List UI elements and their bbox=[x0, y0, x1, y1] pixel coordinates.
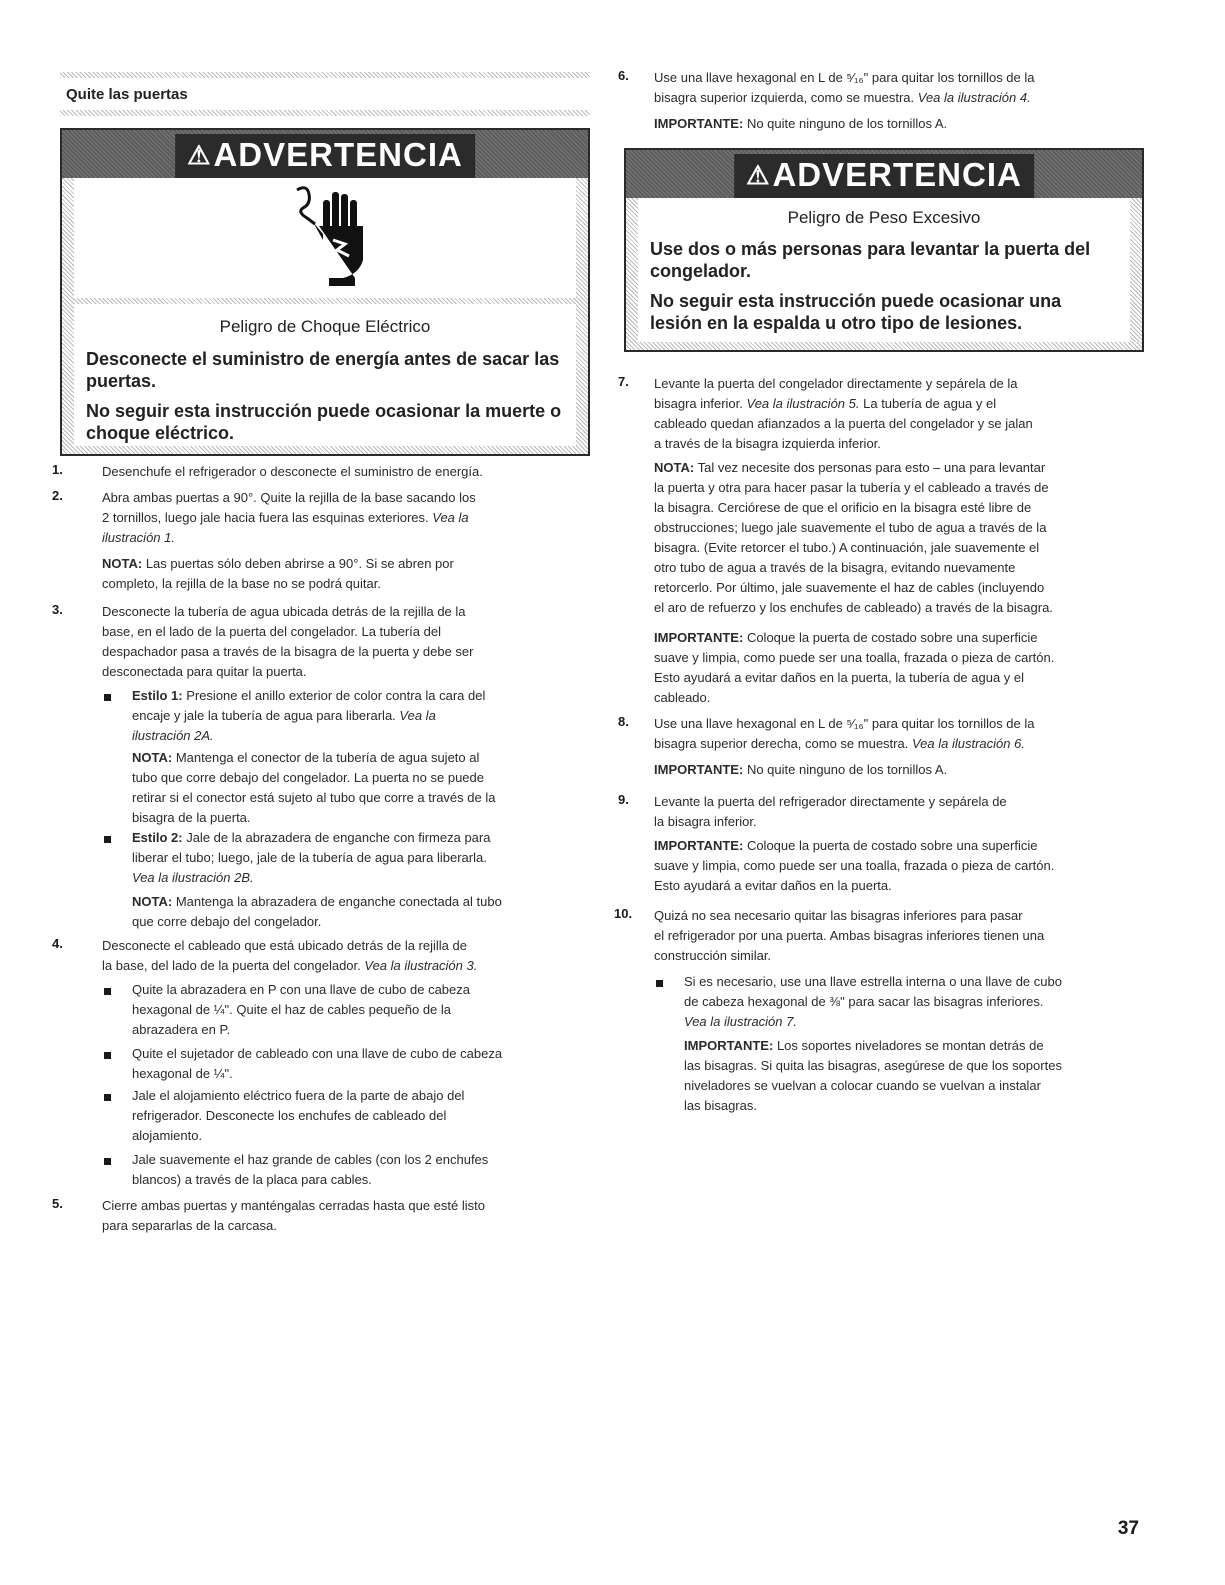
step-8-line: Use una llave hexagonal en L de ⁵⁄₁₆" para quitar los tornillos de la bbox=[654, 716, 1035, 731]
note-text: retirar si el conector está sujeto al tubo que corre a través de la bbox=[132, 790, 496, 805]
bullet-icon bbox=[104, 1052, 111, 1059]
step-2-number: 2. bbox=[52, 488, 63, 503]
important-label: IMPORTANTE: bbox=[684, 1038, 774, 1053]
illustration-reference: Vea la ilustración 5. bbox=[746, 396, 860, 411]
illustration-reference: Vea la bbox=[399, 708, 436, 723]
step-2-line bbox=[102, 508, 592, 528]
step-3-line: desconectada para quitar la puerta. bbox=[102, 664, 307, 679]
note-label: NOTA: bbox=[102, 556, 143, 571]
step-10-line: construcción similar. bbox=[654, 948, 772, 963]
note-text: la bisagra. Cerciórese de que el orificio en la bisagra esté libre de bbox=[654, 500, 1032, 515]
step-9-number: 9. bbox=[618, 792, 629, 807]
note-label: NOTA: bbox=[132, 894, 173, 909]
page-number: 37 bbox=[1117, 1518, 1139, 1539]
step-7-line: cableado quedan afianzados a la puerta del congelador y se jalan bbox=[654, 416, 1033, 431]
step-2-line: Abra ambas puertas a 90°. Quite la rejilla de la base sacando los bbox=[102, 490, 476, 505]
illustration-reference: Vea la bbox=[432, 510, 469, 525]
illustration-reference: Vea la ilustración 3. bbox=[364, 958, 478, 973]
step-6-number: 6. bbox=[618, 68, 629, 83]
warning-consequence: No seguir esta instrucción puede ocasionar una lesión en la espalda u otro tipo de lesiones. bbox=[650, 291, 1062, 333]
important-text: Coloque la puerta de costado sobre una superficie bbox=[746, 838, 1038, 853]
style-text: encaje y jale la tubería de agua para liberarla. bbox=[132, 708, 396, 723]
warning-triangle-icon: ⚠ bbox=[746, 160, 771, 190]
note-text: la puerta y otra para hacer pasar la tubería y el cableado a través de bbox=[654, 480, 1049, 495]
bullet-text: de cabeza hexagonal de ⅜" para sacar las bisagras inferiores. bbox=[684, 994, 1044, 1009]
important-label: IMPORTANTE: bbox=[654, 762, 744, 777]
step-9-text bbox=[654, 792, 1154, 832]
bullet-text: blancos) a través de la placa para cables. bbox=[132, 1172, 372, 1187]
note-text: retorcerlo. Por último, jale suavemente el haz de cables (incluyendo bbox=[654, 580, 1045, 595]
important-text: las bisagras. Si quita las bisagras, asegúrese de que los soportes bbox=[684, 1058, 1062, 1073]
step-8-line-text: bisagra superior derecha, como se muestra. bbox=[654, 736, 909, 751]
bullet-text: Quite el sujetador de cableado con una llave de cubo de cabeza bbox=[132, 1046, 503, 1061]
illustration-reference: Vea la ilustración 4. bbox=[917, 90, 1031, 105]
bullet-icon bbox=[104, 1094, 111, 1101]
warning-instruction: Desconecte el suministro de energía antes de sacar las puertas. bbox=[86, 349, 560, 391]
step-5-number: 5. bbox=[52, 1196, 63, 1211]
step-3-line: base, en el lado de la puerta del congelador. La tubería del bbox=[102, 624, 441, 639]
bullet-text: abrazadera en P. bbox=[132, 1022, 231, 1037]
important-text: las bisagras. bbox=[684, 1098, 757, 1113]
step-4-bullet-4 bbox=[132, 1150, 602, 1190]
step-8-text bbox=[654, 714, 1154, 754]
step-7-line-text: La tubería de agua y el bbox=[863, 396, 997, 411]
step-10-text bbox=[654, 906, 1164, 966]
step-1-text: Desenchufe el refrigerador o desconecte el suministro de energía. bbox=[102, 464, 483, 479]
note-text: tubo que corre debajo del congelador. La puerta no se puede bbox=[132, 770, 484, 785]
step-3-style-1-note bbox=[132, 748, 602, 828]
warning-consequence: No seguir esta instrucción puede ocasionar la muerte o choque eléctrico. bbox=[86, 401, 562, 443]
important-label: IMPORTANTE: bbox=[654, 630, 744, 645]
note-text: otro tubo de agua a través de la bisagra, evitando nuevamente bbox=[654, 560, 1016, 575]
note-label: NOTA: bbox=[132, 750, 173, 765]
step-3-style-2 bbox=[132, 828, 602, 888]
shock-icon-area bbox=[74, 178, 576, 298]
note-text: bisagra de la puerta. bbox=[132, 810, 251, 825]
warning-hatch-right bbox=[576, 178, 588, 454]
step-9-line: la bisagra inferior. bbox=[654, 814, 757, 829]
step-6-line: Use una llave hexagonal en L de ⁵⁄₁₆" para quitar los tornillos de la bbox=[654, 70, 1035, 85]
note-text: Tal vez necesite dos personas para esto – una para levantar bbox=[697, 460, 1046, 475]
note-text: Las puertas sólo deben abrirse a 90°. Si se abren por bbox=[145, 556, 454, 571]
step-3-text bbox=[102, 602, 592, 682]
warning-hatch-left bbox=[62, 178, 74, 454]
style-label: Estilo 1: bbox=[132, 688, 183, 703]
important-text: suave y limpia, como puede ser una toalla, frazada o pieza de cartón. bbox=[654, 858, 1055, 873]
warning-banner-text: ADVERTENCIA bbox=[772, 156, 1022, 193]
electric-shock-hand-icon bbox=[293, 182, 373, 290]
style-text: liberar el tubo; luego, jale de la tubería de agua para liberarla. bbox=[132, 850, 487, 865]
hazard-title: Peligro de Peso Excesivo bbox=[787, 208, 981, 227]
note-text: que corre debajo del congelador. bbox=[132, 914, 322, 929]
step-4-bullet-2 bbox=[132, 1044, 602, 1084]
step-5-text bbox=[102, 1196, 602, 1236]
step-8-important bbox=[654, 760, 1154, 780]
step-3-style-1 bbox=[132, 686, 592, 746]
warning-instruction: Use dos o más personas para levantar la puerta del congelador. bbox=[650, 239, 1091, 281]
step-4-line: Desconecte el cableado que está ubicado detrás de la rejilla de bbox=[102, 938, 467, 953]
important-text: Esto ayudará a evitar daños en la puerta. bbox=[654, 878, 892, 893]
important-text: cableado. bbox=[654, 690, 711, 705]
step-10-number: 10. bbox=[614, 906, 633, 921]
step-6-important bbox=[654, 114, 1154, 134]
important-text: suave y limpia, como puede ser una toalla, frazada o pieza de cartón. bbox=[654, 650, 1055, 665]
important-text: No quite ninguno de los tornillos A. bbox=[746, 762, 948, 777]
note-text: el aro de refuerzo y los enchufes de cableado) a través de la bisagra. bbox=[654, 600, 1053, 615]
section-title: Quite las puertas bbox=[66, 86, 188, 103]
bullet-icon bbox=[104, 836, 111, 843]
step-4-line-text: la base, del lado de la puerta del congelador. bbox=[102, 958, 361, 973]
step-9-important bbox=[654, 836, 1164, 896]
note-text: bisagra. (Evite retorcer el tubo.) A continuación, jale suavemente el bbox=[654, 540, 1040, 555]
step-2-text bbox=[102, 488, 592, 548]
bullet-text: Si es necesario, use una llave estrella interna o una llave de cubo bbox=[684, 974, 1062, 989]
note-label: NOTA: bbox=[654, 460, 695, 475]
note-text: Mantenga el conector de la tubería de agua sujeto al bbox=[175, 750, 480, 765]
section-header bbox=[60, 72, 590, 118]
bullet-icon bbox=[104, 988, 111, 995]
bullet-icon bbox=[104, 694, 111, 701]
bullet-text: alojamiento. bbox=[132, 1128, 203, 1143]
warning-hatch-bottom bbox=[626, 342, 1142, 350]
bullet-text: Jale suavemente el haz grande de cables (con los 2 enchufes bbox=[132, 1152, 489, 1167]
step-8-number: 8. bbox=[618, 714, 629, 729]
style-label: Estilo 2: bbox=[132, 830, 183, 845]
warning-separator bbox=[74, 298, 576, 304]
section-rule-top bbox=[60, 72, 590, 78]
step-3-number: 3. bbox=[52, 602, 63, 617]
bullet-text: refrigerador. Desconecte los enchufes de cableado del bbox=[132, 1108, 447, 1123]
step-7-line: Levante la puerta del congelador directamente y sepárela de la bbox=[654, 376, 1018, 391]
illustration-reference: Vea la ilustración 2B. bbox=[132, 870, 254, 885]
step-1-number: 1. bbox=[52, 462, 63, 477]
step-10-important bbox=[684, 1036, 1164, 1116]
section-rule-bottom bbox=[60, 110, 590, 116]
step-4-number: 4. bbox=[52, 936, 63, 951]
step-7-line: a través de la bisagra izquierda inferior. bbox=[654, 436, 881, 451]
step-5-line: para separarlas de la carcasa. bbox=[102, 1218, 277, 1233]
step-9-line: Levante la puerta del refrigerador directamente y sepárela de bbox=[654, 794, 1007, 809]
style-text: Jale de la abrazadera de enganche con firmeza para bbox=[186, 830, 491, 845]
hazard-title: Peligro de Choque Eléctrico bbox=[219, 317, 431, 336]
important-text: Esto ayudará a evitar daños en la puerta, la tubería de agua y el bbox=[654, 670, 1025, 685]
note-text: completo, la rejilla de la base no se podrá quitar. bbox=[102, 576, 381, 591]
bullet-icon bbox=[656, 980, 663, 987]
important-text: Los soportes niveladores se montan detrás de bbox=[776, 1038, 1044, 1053]
step-3-line: despachador pasa a través de la bisagra de la puerta y debe ser bbox=[102, 644, 474, 659]
step-3-style-2-note bbox=[132, 892, 602, 932]
important-text: Coloque la puerta de costado sobre una superficie bbox=[746, 630, 1038, 645]
step-10-line: el refrigerador por una puerta. Ambas bisagras inferiores tienen una bbox=[654, 928, 1045, 943]
step-7-number: 7. bbox=[618, 374, 629, 389]
step-3-line: Desconecte la tubería de agua ubicada detrás de la rejilla de la bbox=[102, 604, 466, 619]
illustration-reference: ilustración 1. bbox=[102, 530, 175, 545]
warning-banner-text: ADVERTENCIA bbox=[213, 136, 463, 173]
bullet-text: Jale el alojamiento eléctrico fuera de la parte de abajo del bbox=[132, 1088, 465, 1103]
important-text: No quite ninguno de los tornillos A. bbox=[746, 116, 948, 131]
step-7-note bbox=[654, 458, 1164, 618]
warning-hatch-bottom bbox=[62, 446, 588, 454]
step-10-line: Quizá no sea necesario quitar las bisagras inferiores para pasar bbox=[654, 908, 1023, 923]
bullet-text: hexagonal de ¼". Quite el haz de cables pequeño de la bbox=[132, 1002, 452, 1017]
step-2-note bbox=[102, 554, 592, 594]
important-text: niveladores se vuelvan a colocar cuando se vuelvan a instalar bbox=[684, 1078, 1041, 1093]
step-2-line-text: 2 tornillos, luego jale hacia fuera las esquinas exteriores. bbox=[102, 510, 429, 525]
important-label: IMPORTANTE: bbox=[654, 116, 744, 131]
warning-banner bbox=[62, 130, 588, 178]
step-4-text bbox=[102, 936, 592, 976]
note-text: obstrucciones; luego jale suavemente el tubo de agua a través de la bbox=[654, 520, 1047, 535]
warning-banner bbox=[626, 150, 1142, 198]
bullet-icon bbox=[104, 1158, 111, 1165]
step-7-line-text: bisagra inferior. bbox=[654, 396, 743, 411]
illustration-reference: Vea la ilustración 7. bbox=[684, 1014, 797, 1029]
illustration-reference: Vea la ilustración 6. bbox=[911, 736, 1025, 751]
step-5-line: Cierre ambas puertas y manténgalas cerradas hasta que esté listo bbox=[102, 1198, 485, 1213]
step-7-text bbox=[654, 374, 1154, 454]
bullet-text: Quite la abrazadera en P con una llave de cubo de cabeza bbox=[132, 982, 470, 997]
note-text: Mantenga la abrazadera de enganche conectada al tubo bbox=[175, 894, 502, 909]
step-10-bullet-1 bbox=[684, 972, 1164, 1032]
step-6-text bbox=[654, 68, 1154, 108]
step-4-bullet-3 bbox=[132, 1086, 602, 1146]
excessive-weight-warning-box bbox=[624, 148, 1144, 352]
illustration-reference: ilustración 2A. bbox=[132, 728, 214, 743]
electric-shock-warning-box bbox=[60, 128, 590, 456]
bullet-text: hexagonal de ¼". bbox=[132, 1066, 233, 1081]
style-text: Presione el anillo exterior de color contra la cara del bbox=[186, 688, 486, 703]
warning-triangle-icon: ⚠ bbox=[187, 140, 212, 170]
important-label: IMPORTANTE: bbox=[654, 838, 744, 853]
step-6-line-text: bisagra superior izquierda, como se muestra. bbox=[654, 90, 915, 105]
step-4-bullet-1 bbox=[132, 980, 602, 1040]
step-7-important bbox=[654, 628, 1164, 708]
